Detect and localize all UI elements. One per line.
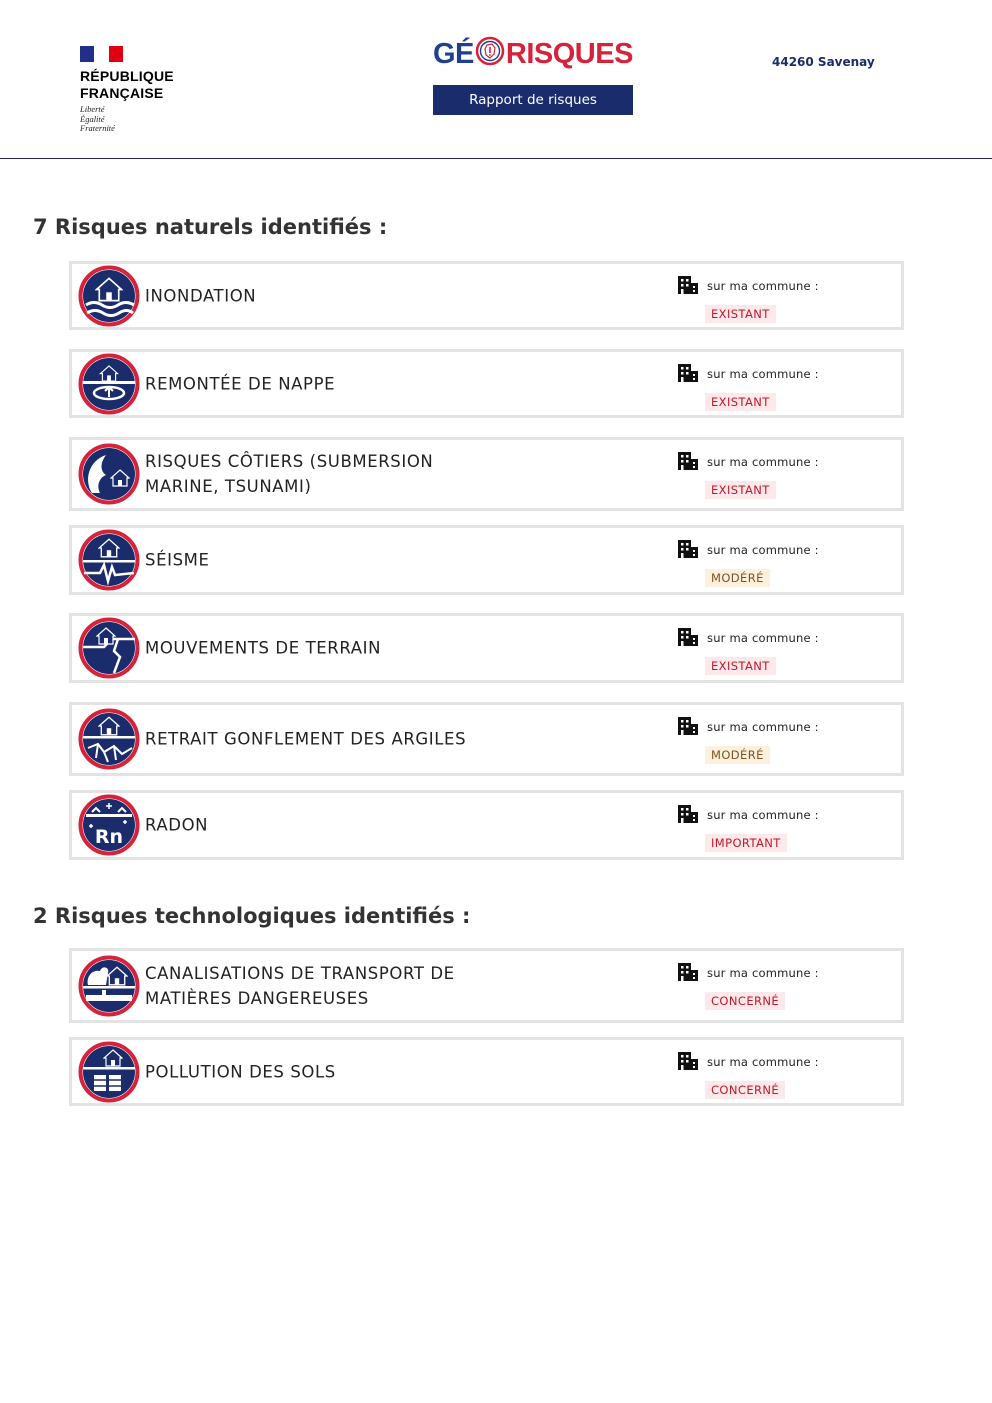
risk-name: RISQUES CÔTIERS (SUBMERSION MARINE, TSUNAMI) [145,452,434,496]
building-icon [677,451,699,471]
brand-right: RISQUES [505,38,633,70]
risk-name: MOUVEMENTS DE TERRAIN [145,638,382,658]
risk-card-remontee-nappe[interactable] [69,349,904,418]
natural-risks-title: 7 Risques naturels identifiés : [33,215,388,239]
pipeline-icon [78,955,140,1017]
status-badge: CONCERNÉ [705,992,785,1010]
risk-card-seisme[interactable] [69,525,904,595]
risk-card-retrait-gonflement-argiles[interactable] [69,702,904,776]
risk-name: SÉISME [145,550,210,570]
technological-risks-title: 2 Risques technologiques identifiés : [33,904,471,928]
landslide-icon [78,617,140,679]
radon-symbol-text: Rn [94,826,124,848]
status-badge: IMPORTANT [705,834,787,852]
building-icon [677,716,699,736]
status-badge: MODÉRÉ [705,569,770,587]
risk-card-inondation[interactable] [69,261,904,330]
georisques-logo [433,36,633,76]
risk-card-mouvements-terrain[interactable] [69,613,904,683]
flood-icon [78,265,140,327]
building-icon [677,539,699,559]
building-icon [677,962,699,982]
commune-status: sur ma commune : CONCERNÉ [677,1051,897,1101]
risk-card-radon[interactable] [69,790,904,860]
page-header [0,0,992,159]
commune-status: sur ma commune : MODÉRÉ [677,716,897,766]
commune-status: sur ma commune : EXISTANT [677,627,897,677]
soil-pollution-icon [78,1041,140,1103]
republic-line-1: RÉPUBLIQUE [80,68,174,84]
groundwater-icon [78,353,140,415]
building-icon [677,363,699,383]
risk-name: RADON [145,815,209,835]
risk-card-risques-cotiers[interactable] [69,437,904,511]
commune-status: sur ma commune : EXISTANT [677,275,897,325]
risk-name: INONDATION [145,286,257,305]
republic-line-2: FRANÇAISE [80,85,164,101]
building-icon [677,627,699,647]
status-badge: EXISTANT [705,393,776,411]
motto: Liberté Égalité Fraternité [80,104,115,133]
commune-status: sur ma commune : EXISTANT [677,451,897,501]
georisques-emblem-icon [475,36,505,66]
risk-name: CANALISATIONS DE TRANSPORT DE MATIÈRES DANGEREUSES [145,963,455,1008]
status-badge: MODÉRÉ [705,746,770,764]
clay-shrink-swell-icon [78,708,140,770]
status-badge: EXISTANT [705,481,776,499]
radon-icon [78,794,140,856]
risk-card-canalisations[interactable] [69,948,904,1023]
commune-status: sur ma commune : CONCERNÉ [677,962,897,1012]
commune-status: sur ma commune : IMPORTANT [677,804,897,854]
risk-card-pollution-sols[interactable] [69,1037,904,1106]
building-icon [677,804,699,824]
french-flag-icon [80,46,123,62]
risk-name: RETRAIT GONFLEMENT DES ARGILES [145,729,467,749]
status-badge: CONCERNÉ [705,1081,785,1099]
building-icon [677,275,699,295]
location-label: 44260 Savenay [772,55,875,69]
commune-status: sur ma commune : MODÉRÉ [677,539,897,589]
risk-name: REMONTÉE DE NAPPE [145,374,336,393]
commune-status: sur ma commune : EXISTANT [677,363,897,413]
brand-left: GÉ [433,38,474,70]
risk-name: POLLUTION DES SOLS [145,1062,336,1081]
earthquake-icon [78,529,140,591]
status-badge: EXISTANT [705,657,776,675]
republique-francaise-logo [80,46,200,134]
report-title-banner: Rapport de risques [433,85,633,115]
building-icon [677,1051,699,1071]
coastal-wave-icon [78,443,140,505]
status-badge: EXISTANT [705,305,776,323]
